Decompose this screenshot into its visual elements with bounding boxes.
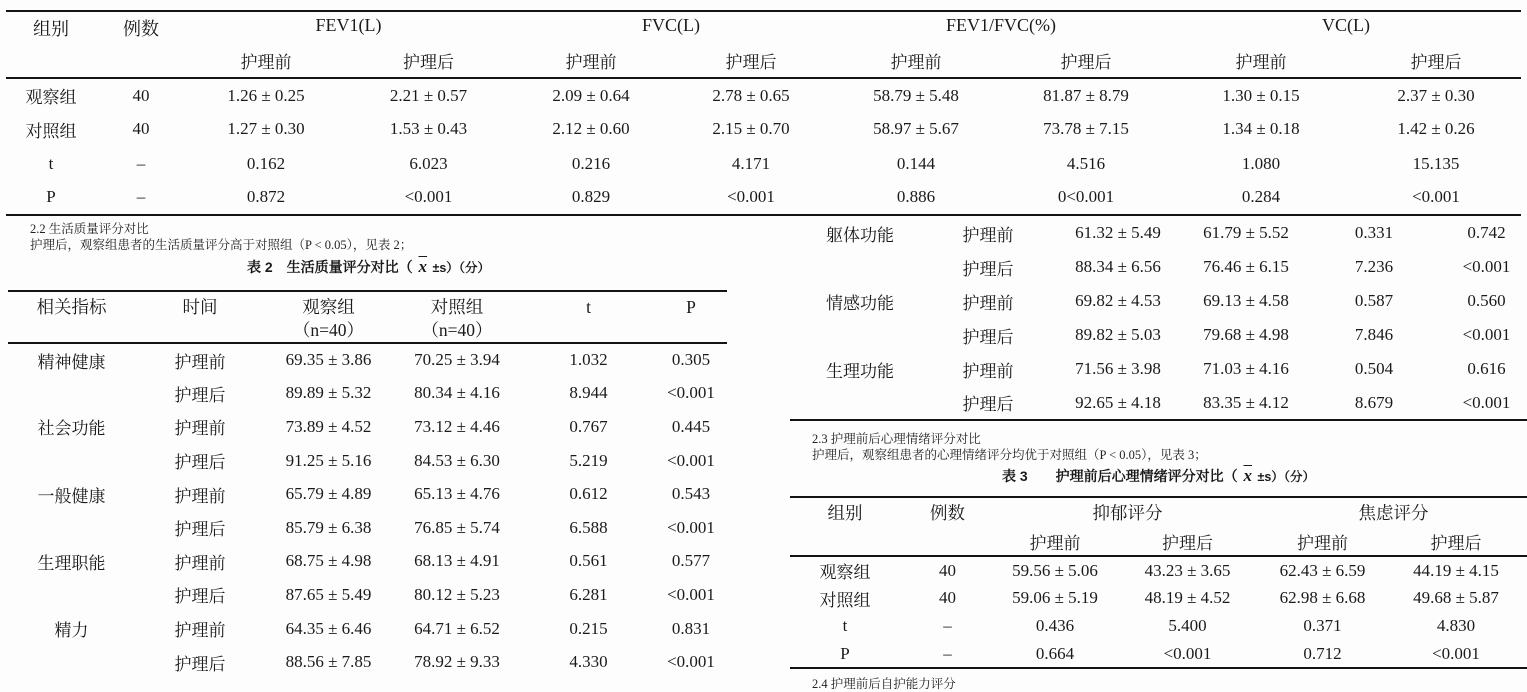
quality-of-life-table-wrap [8,290,727,679]
table-cell: 43.23 ± 3.65 [1144,560,1231,580]
table-cell: 4.516 [1066,153,1106,173]
table-cell: 8.679 [1354,392,1394,412]
table-cell: 护理前 [174,621,226,641]
table-cell: 护理后 [1115,527,1260,556]
table-cell: 生理职能 [37,553,106,573]
table-cell: 护理前 [174,419,226,439]
table-cell: 15.135 [1412,153,1460,173]
table-cell: 护理前 [962,293,1014,313]
table-row [790,318,1527,352]
table-cell: 0.284 [1241,187,1281,207]
table-cell: 0.436 [1035,616,1075,635]
table-cell: FEV1(L) [315,15,382,35]
table-row [8,410,727,444]
table-cell: 2.09 ± 0.64 [552,85,630,105]
table-cell: 69.82 ± 4.53 [1075,291,1161,310]
table-cell: 1.42 ± 0.26 [1397,119,1475,139]
table-cell: <0.001 [1432,643,1480,663]
table-cell: 0.886 [896,187,936,207]
table-cell: 2.15 ± 0.70 [712,119,790,139]
table-cell: 0.371 [1303,616,1342,635]
table-cell: 对照组 [819,590,871,610]
table-cell: 59.56 ± 5.06 [1012,560,1098,580]
table-cell: 6.588 [569,517,608,537]
table-cell: <0.001 [667,383,715,403]
table-cell: 0.872 [246,187,286,207]
table-cell: <0.001 [404,187,453,207]
section-2-3-heading: 2.3 护理前后心理情绪评分对比 [812,432,981,446]
table-cell: 0.712 [1303,643,1342,663]
table-cell: 观察组 [819,563,871,582]
table-cell: <0.001 [1412,187,1460,207]
table-cell: 1.34 ± 0.18 [1222,119,1300,139]
table-cell: – [136,153,146,173]
table-row [8,545,727,579]
table-cell: – [136,187,146,207]
table-cell: 抑郁评分 [1092,503,1163,523]
table-cell: VC(L) [1322,15,1371,35]
table-cell [8,377,135,411]
section-2-2 [30,221,412,253]
quality-of-life-table [8,290,727,679]
table-cell: 观察组 （n=40） [265,291,392,343]
table3-caption-suffix: ±s）（分） [1254,470,1316,484]
table-cell: <0.001 [667,652,715,672]
table-cell: P [840,643,850,663]
table-cell: 护理前 [962,361,1014,381]
table-cell: 护理后 [174,587,226,607]
table-cell [8,645,135,679]
quality-of-life-table-continued-wrap [790,216,1527,421]
table-cell: 40 [939,588,956,607]
table-cell: 护理前 [186,44,346,78]
table-cell: 81.87 ± 8.79 [1043,85,1129,105]
table-cell: 80.34 ± 4.16 [414,383,500,403]
section-2-2-body: 护理后，观察组患者的生活质量评分高于对照组（P < 0.05），见表 2； [30,238,413,252]
table-row [8,477,727,511]
table-cell: 73.78 ± 7.15 [1043,119,1129,139]
table-cell: 40 [132,85,150,105]
quality-of-life-table-continued [790,216,1527,421]
table-cell: 0.215 [569,618,608,638]
table-cell: FVC(L) [642,15,700,35]
table-cell: t [842,616,848,635]
xbar-symbol: $\overline{x}$ [1243,466,1253,485]
table-cell: 护理前 [174,553,226,573]
table-cell [790,318,930,352]
table-cell: 0.305 [671,350,711,370]
table-cell: 91.25 ± 5.16 [285,450,372,470]
table-cell: 7.846 [1354,325,1394,344]
table-cell: 48.19 ± 4.52 [1144,588,1231,607]
table-cell: 76.46 ± 6.15 [1203,257,1289,276]
table-row [790,250,1527,284]
table-cell [790,250,930,284]
table-cell: 73.89 ± 4.52 [285,416,372,436]
section-2-4-heading: 2.4 护理前后自护能力评分 [812,677,956,691]
table-cell: 躯体功能 [826,225,894,245]
table3-caption-prefix: 表 3 护理前后心理情绪评分对比（ [1001,468,1242,484]
table-cell: 精神健康 [37,352,106,372]
pulmonary-function-table [6,10,1521,216]
table-cell: 4.330 [569,652,608,672]
table-cell: 2.78 ± 0.65 [712,85,790,105]
table-cell: 对照组 （n=40） [392,291,522,343]
table-cell: 49.68 ± 5.87 [1413,588,1499,607]
table-cell: 85.79 ± 6.38 [285,517,372,537]
table-cell: 8.944 [569,383,608,403]
table-row [8,578,727,612]
table-cell: 0.742 [1467,223,1506,242]
table-cell: 护理后 [1001,44,1171,78]
table-row [790,556,1527,584]
table-cell: 护理后 [346,44,511,78]
table-cell: 6.281 [569,584,608,604]
table-cell: 92.65 ± 4.18 [1075,392,1161,412]
table-cell: FEV1/FVC(%) [946,15,1057,35]
table-cell: – [943,616,952,635]
table-row [6,11,1521,44]
table-cell: 0.616 [1467,359,1506,378]
table-cell: 护理后 [671,44,831,78]
table-row [6,44,1521,78]
table-cell: 护理后 [1351,44,1521,78]
table-cell: 1.30 ± 0.15 [1222,85,1300,105]
table-cell: <0.001 [727,187,775,207]
table-row [790,612,1527,640]
table-cell: 88.56 ± 7.85 [285,652,372,672]
table-cell: 64.35 ± 6.46 [285,618,372,638]
table-cell: 68.13 ± 4.91 [414,551,500,571]
table-cell: 4.171 [731,153,771,173]
table-cell: 例数 [900,497,995,556]
table-cell: 组别 [6,11,96,78]
table-cell: 89.82 ± 5.03 [1075,325,1161,344]
table-cell: 护理前 [995,527,1115,556]
table-cell: 40 [939,560,956,580]
table-cell: 0.587 [1354,291,1394,310]
table-cell: 生理功能 [826,361,894,381]
table-cell: 护理后 [1385,527,1527,556]
table-cell: 2.37 ± 0.30 [1397,85,1475,105]
table-cell: 0.504 [1354,359,1394,378]
table-cell: 59.06 ± 5.19 [1012,588,1098,607]
table-row [8,645,727,679]
table-row [790,386,1527,420]
table-cell: 护理前 [1260,527,1385,556]
table2-caption [10,257,727,277]
table-cell: 5.219 [569,450,608,470]
table-cell: P [46,187,56,207]
table-cell: 0.331 [1354,223,1394,242]
table-row [8,612,727,646]
table-cell: 5.400 [1168,616,1207,635]
table-cell [8,444,135,478]
table-cell: 73.12 ± 4.46 [414,416,500,436]
table-cell: 78.92 ± 9.33 [414,652,500,672]
table-cell: 一般健康 [37,486,106,506]
table-cell: 焦虑评分 [1358,503,1429,523]
table-cell: 护理前 [962,225,1014,245]
table-cell: <0.001 [667,517,715,537]
table-cell: 71.56 ± 3.98 [1075,359,1161,378]
table-row [8,444,727,478]
table-cell: 68.75 ± 4.98 [285,551,372,571]
table-cell: 69.13 ± 4.58 [1203,291,1289,310]
xbar-symbol: $\overline{x}$ [418,257,428,276]
section-2-4 [812,676,956,692]
table-cell: 对照组 [25,121,77,141]
table-cell: 70.25 ± 3.94 [414,350,500,370]
table-cell: 6.023 [409,153,448,173]
table-cell: 护理后 [174,453,226,473]
table-cell: 护理后 [962,259,1014,279]
table-cell: 0.612 [569,484,608,504]
emotion-score-table [790,496,1527,669]
table-cell: – [943,643,952,663]
table-cell: 1.27 ± 0.30 [227,119,305,139]
table-cell: t [48,153,54,173]
table-cell: 护理后 [174,654,226,674]
table-cell: 0.767 [569,416,608,436]
table-cell: <0.001 [1462,392,1511,412]
table-cell: 0.543 [671,484,711,504]
table-row [790,497,1527,527]
table-cell: 62.43 ± 6.59 [1279,560,1366,580]
section-2-3-body: 护理后，观察组患者的心理情绪评分均优于对照组（P < 0.05），见表 3； [812,448,1207,462]
table-cell: 时间 [135,291,265,343]
table-row [790,216,1527,250]
table-cell: 护理前 [174,486,226,506]
emotion-score-table-wrap [790,496,1527,669]
table-cell: 65.79 ± 4.89 [285,484,372,504]
table-cell: <0.001 [1462,325,1511,344]
table-cell: 76.85 ± 5.74 [414,517,500,537]
table-cell: 79.68 ± 4.98 [1203,325,1289,344]
table2-caption-prefix: 表 2 生活质量评分对比（ [246,259,417,275]
table-cell: 0.445 [671,416,711,436]
table-row [6,147,1521,181]
table-cell: 护理前 [1171,44,1351,78]
table-cell: 0.560 [1467,291,1506,310]
table-row [790,584,1527,612]
table-row [6,78,1521,112]
table-row [8,377,727,411]
table-cell: 84.53 ± 6.30 [414,450,500,470]
table-cell: 0.831 [671,618,711,638]
table-cell: 护理后 [962,395,1014,414]
table-cell: 58.79 ± 5.48 [873,85,959,105]
table-row [790,352,1527,386]
table3-caption [790,466,1527,486]
table-cell: 58.97 ± 5.67 [873,119,959,139]
table-cell: 护理前 [511,44,671,78]
table-cell: 1.53 ± 0.43 [389,119,468,139]
table-cell: 83.35 ± 4.12 [1203,392,1289,412]
table-cell: 护理后 [962,327,1014,347]
table-row [790,640,1527,668]
table-cell: 7.236 [1354,257,1394,276]
table-cell: 62.98 ± 6.68 [1279,588,1366,607]
table-cell: 例数 [96,11,186,78]
table-cell: 80.12 ± 5.23 [414,584,500,604]
table-cell [8,578,135,612]
table-cell: 护理后 [174,520,226,540]
table-cell: 61.32 ± 5.49 [1075,223,1161,242]
table-cell [790,386,930,420]
table-cell: 61.79 ± 5.52 [1203,223,1289,242]
table-cell: 精力 [54,621,89,641]
table-cell: 护理前 [174,352,226,372]
table-row [8,511,727,545]
table-cell: 0.162 [246,153,286,173]
table-cell: P [655,291,727,343]
table-cell: 4.830 [1436,616,1476,635]
table-row [8,291,727,343]
table-cell: 0.829 [571,187,611,207]
table-cell: 88.34 ± 6.56 [1075,257,1161,276]
table-cell: 组别 [790,497,900,556]
table-cell: 65.13 ± 4.76 [414,484,500,504]
table-cell: <0.001 [667,450,715,470]
table-cell: 2.12 ± 0.60 [552,119,630,139]
table-cell: 0.561 [569,551,608,571]
table-cell: 64.71 ± 6.52 [414,618,500,638]
table-cell: <0.001 [1462,257,1511,276]
table-row [6,112,1521,146]
table-cell: 40 [132,119,150,139]
table-cell: 0.664 [1035,643,1075,663]
table-cell: 0.577 [671,551,711,571]
table-cell [8,511,135,545]
table-row [6,181,1521,215]
table-cell: 44.19 ± 4.15 [1413,560,1499,580]
pulmonary-function-table-wrap [6,10,1521,216]
table-cell: t [522,291,655,343]
table-cell: 1.032 [569,350,608,370]
table-cell: 1.080 [1241,153,1281,173]
table2-caption-suffix: ±s）（分） [429,261,491,275]
section-2-2-heading: 2.2 生活质量评分对比 [30,222,149,236]
table-cell: 护理前 [831,44,1001,78]
table-cell: 0.144 [896,153,936,173]
table-cell: 1.26 ± 0.25 [227,85,305,105]
table-cell: 87.65 ± 5.49 [285,584,372,604]
table-cell: 社会功能 [37,419,106,439]
table-cell: 0<0.001 [1057,187,1115,207]
table-cell: 0.216 [571,153,611,173]
table-cell: 情感功能 [826,293,894,313]
table-cell: 2.21 ± 0.57 [389,85,468,105]
table-row [8,343,727,377]
table-cell: 相关指标 [8,291,135,343]
table-row [790,284,1527,318]
table-cell: 护理后 [174,385,226,405]
section-2-3 [812,431,1207,463]
table-cell: 69.35 ± 3.86 [285,350,372,370]
table-cell: 观察组 [25,88,77,108]
table-cell: 71.03 ± 4.16 [1203,359,1289,378]
table-cell: 89.89 ± 5.32 [285,383,372,403]
table-cell: <0.001 [667,584,715,604]
table-cell: <0.001 [1163,643,1212,663]
